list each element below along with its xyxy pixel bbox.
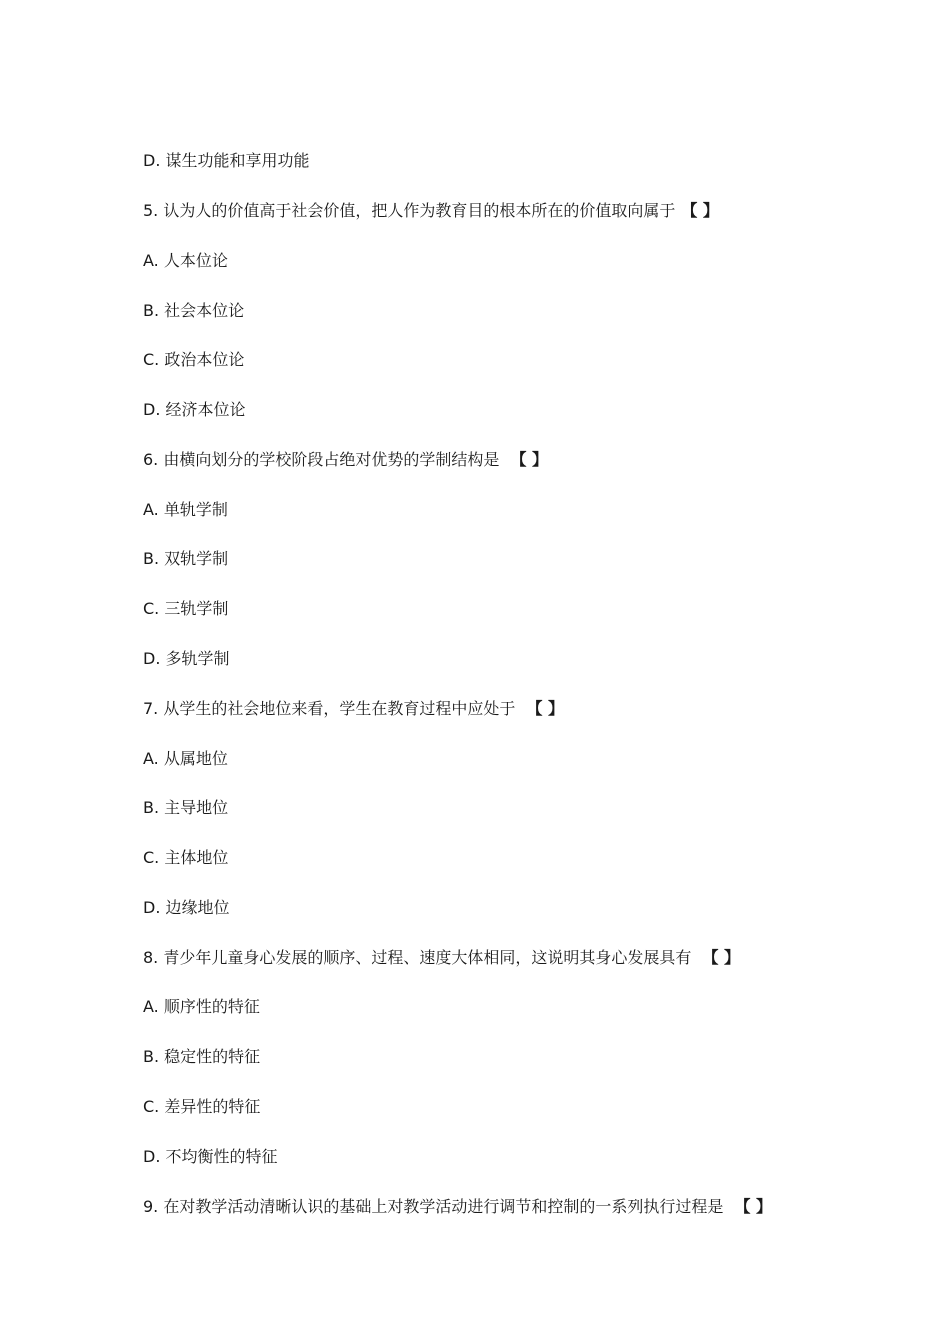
question-text: 7. 从学生的社会地位来看，学生在教育过程中应处于 (143, 699, 521, 718)
option-4d (143, 151, 310, 171)
option-5d (143, 400, 246, 420)
line-text: A. 顺序性的特征 (143, 997, 260, 1016)
line-text: C. 主体地位 (143, 848, 229, 867)
question-text: 5. 认为人的价值高于社会价值，把人作为教育目的根本所在的价值取向属于 (143, 201, 676, 220)
question-text: 8. 青少年儿童身心发展的顺序、过程、速度大体相同，这说明其身心发展具有 (143, 948, 697, 967)
line-text: D. 多轨学制 (143, 649, 230, 668)
option-6b (143, 549, 228, 569)
line-text: D. 谋生功能和享用功能 (143, 151, 310, 170)
question-text: 6. 由横向划分的学校阶段占绝对优势的学制结构是 (143, 450, 505, 469)
question-5 (143, 201, 719, 221)
line-text: D. 不均衡性的特征 (143, 1147, 278, 1166)
line-text: C. 差异性的特征 (143, 1097, 261, 1116)
option-6a (143, 500, 228, 520)
question-7 (143, 699, 564, 719)
option-8b (143, 1047, 260, 1067)
option-7c (143, 848, 228, 868)
question-8 (143, 948, 740, 968)
line-text: B. 稳定性的特征 (143, 1047, 261, 1066)
option-6d (143, 649, 230, 669)
line-text: B. 社会本位论 (143, 301, 245, 320)
answer-bracket: 【 】 (681, 201, 719, 220)
answer-bracket: 【 】 (734, 1197, 773, 1216)
line-text: C. 政治本位论 (143, 350, 245, 369)
question-6 (143, 450, 548, 470)
line-text: A. 从属地位 (143, 749, 228, 768)
line-text: D. 经济本位论 (143, 400, 246, 419)
question-text: 9. 在对教学活动清晰认识的基础上对教学活动进行调节和控制的一系列执行过程是 (143, 1197, 729, 1216)
line-text: B. 双轨学制 (143, 549, 229, 568)
line-text: A. 人本位论 (143, 251, 228, 270)
answer-bracket: 【 】 (702, 948, 741, 967)
line-text: B. 主导地位 (143, 798, 229, 817)
line-text: A. 单轨学制 (143, 500, 228, 519)
answer-bracket: 【 】 (510, 450, 549, 469)
option-7b (143, 798, 228, 818)
option-7a (143, 749, 228, 769)
line-text: C. 三轨学制 (143, 599, 229, 618)
option-8c (143, 1097, 260, 1117)
option-6c (143, 599, 228, 619)
option-5a (143, 251, 228, 271)
option-7d (143, 898, 230, 918)
line-text: D. 边缘地位 (143, 898, 230, 917)
option-5c (143, 350, 244, 370)
option-8d (143, 1147, 278, 1167)
question-9 (143, 1197, 772, 1217)
answer-bracket: 【 】 (526, 699, 565, 718)
option-8a (143, 997, 260, 1017)
option-5b (143, 301, 244, 321)
